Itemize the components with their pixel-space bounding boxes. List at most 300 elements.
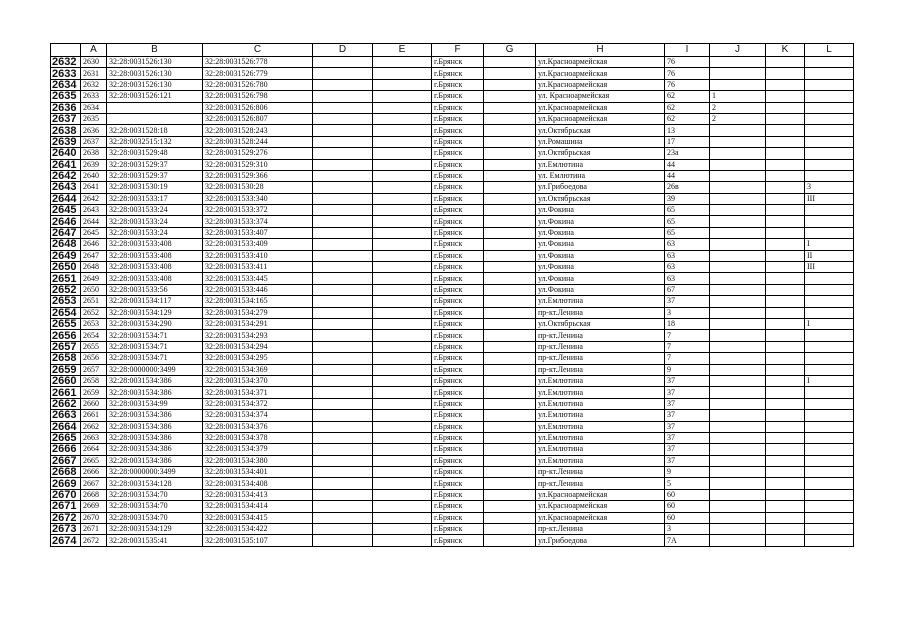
cell-h[interactable]: ул.Емлютина <box>536 444 665 455</box>
cell-f[interactable]: г.Брянск <box>432 364 484 375</box>
cell-b[interactable]: 32:28:0031530:19 <box>107 182 203 193</box>
cell-k[interactable] <box>766 410 805 421</box>
cell-l[interactable]: I <box>805 375 854 386</box>
cell-f[interactable]: г.Брянск <box>432 353 484 364</box>
cell-f[interactable]: г.Брянск <box>432 250 484 261</box>
cell-b[interactable]: 32:28:0031534:71 <box>107 341 203 352</box>
cell-b[interactable]: 32:28:0031534:386 <box>107 455 203 466</box>
cell-i[interactable]: 37 <box>665 410 710 421</box>
cell-c[interactable]: 32:28:0031533:407 <box>203 227 313 238</box>
cell-a[interactable]: 2639 <box>81 159 107 170</box>
cell-c[interactable]: 32:28:0031526:798 <box>203 91 313 102</box>
cell-h[interactable]: ул.Красноармейская <box>536 501 665 512</box>
cell-a[interactable]: 2630 <box>81 57 107 68</box>
cell-f[interactable]: г.Брянск <box>432 524 484 535</box>
cell-b[interactable]: 32:28:0031534:129 <box>107 307 203 318</box>
cell-h[interactable]: ул.Емлютина <box>536 387 665 398</box>
row-number-cell[interactable]: 2659 <box>51 364 81 375</box>
cell-d[interactable] <box>313 467 373 478</box>
cell-h[interactable]: ул.Фокина <box>536 205 665 216</box>
row-number-cell[interactable]: 2674 <box>51 535 81 546</box>
cell-i[interactable]: 65 <box>665 205 710 216</box>
cell-k[interactable] <box>766 296 805 307</box>
cell-b[interactable]: 32:28:0031533:408 <box>107 250 203 261</box>
cell-b[interactable]: 32:28:0031526:121 <box>107 91 203 102</box>
cell-d[interactable] <box>313 170 373 181</box>
cell-j[interactable] <box>710 262 766 273</box>
cell-l[interactable] <box>805 398 854 409</box>
cell-i[interactable]: 26в <box>665 182 710 193</box>
cell-d[interactable] <box>313 398 373 409</box>
row-number-cell[interactable]: 2637 <box>51 113 81 124</box>
cell-d[interactable] <box>313 478 373 489</box>
column-header-j[interactable]: J <box>710 44 766 57</box>
cell-h[interactable]: ул.Емлютина <box>536 375 665 386</box>
column-header-g[interactable]: G <box>484 44 536 57</box>
cell-d[interactable] <box>313 307 373 318</box>
cell-i[interactable]: 17 <box>665 136 710 147</box>
cell-i[interactable]: 62 <box>665 91 710 102</box>
cell-g[interactable] <box>484 262 536 273</box>
cell-f[interactable]: г.Брянск <box>432 68 484 79</box>
cell-f[interactable]: г.Брянск <box>432 307 484 318</box>
cell-e[interactable] <box>373 250 432 261</box>
cell-b[interactable]: 32:28:0031526:130 <box>107 57 203 68</box>
cell-i[interactable]: 62 <box>665 113 710 124</box>
cell-k[interactable] <box>766 284 805 295</box>
cell-g[interactable] <box>484 57 536 68</box>
cell-d[interactable] <box>313 421 373 432</box>
cell-h[interactable]: ул.Фокина <box>536 284 665 295</box>
cell-e[interactable] <box>373 375 432 386</box>
cell-j[interactable] <box>710 501 766 512</box>
cell-h[interactable]: пр-кт.Ленина <box>536 341 665 352</box>
cell-g[interactable] <box>484 410 536 421</box>
cell-a[interactable]: 2663 <box>81 432 107 443</box>
cell-a[interactable]: 2652 <box>81 307 107 318</box>
cell-e[interactable] <box>373 91 432 102</box>
cell-i[interactable]: 63 <box>665 239 710 250</box>
cell-c[interactable]: 32:28:0031533:374 <box>203 216 313 227</box>
cell-a[interactable]: 2667 <box>81 478 107 489</box>
cell-l[interactable]: 3 <box>805 182 854 193</box>
cell-g[interactable] <box>484 375 536 386</box>
cell-d[interactable] <box>313 284 373 295</box>
cell-b[interactable]: 32:28:0031533:24 <box>107 227 203 238</box>
cell-b[interactable]: 32:28:0031529:48 <box>107 148 203 159</box>
column-header-h[interactable]: H <box>536 44 665 57</box>
column-header-i[interactable]: I <box>665 44 710 57</box>
cell-c[interactable]: 32:28:0031533:409 <box>203 239 313 250</box>
cell-g[interactable] <box>484 398 536 409</box>
cell-d[interactable] <box>313 79 373 90</box>
cell-c[interactable]: 32:28:0031526:806 <box>203 102 313 113</box>
cell-f[interactable]: г.Брянск <box>432 159 484 170</box>
cell-b[interactable]: 32:28:0031534:129 <box>107 524 203 535</box>
column-header-row-number[interactable] <box>51 44 81 57</box>
cell-g[interactable] <box>484 159 536 170</box>
cell-g[interactable] <box>484 387 536 398</box>
cell-j[interactable] <box>710 387 766 398</box>
cell-c[interactable]: 32:28:0031526:780 <box>203 79 313 90</box>
cell-i[interactable]: 7 <box>665 341 710 352</box>
cell-c[interactable]: 32:28:0031534:379 <box>203 444 313 455</box>
cell-b[interactable]: 32:28:0031534:386 <box>107 387 203 398</box>
cell-a[interactable]: 2650 <box>81 284 107 295</box>
cell-j[interactable] <box>710 205 766 216</box>
cell-g[interactable] <box>484 341 536 352</box>
cell-a[interactable]: 2672 <box>81 535 107 546</box>
cell-d[interactable] <box>313 216 373 227</box>
cell-g[interactable] <box>484 512 536 523</box>
cell-b[interactable]: 32:28:0031534:386 <box>107 375 203 386</box>
cell-j[interactable] <box>710 79 766 90</box>
cell-b[interactable]: 32:28:0031534:70 <box>107 501 203 512</box>
cell-c[interactable]: 32:28:0031534:370 <box>203 375 313 386</box>
cell-k[interactable] <box>766 353 805 364</box>
cell-g[interactable] <box>484 91 536 102</box>
cell-i[interactable]: 65 <box>665 227 710 238</box>
cell-a[interactable]: 2640 <box>81 170 107 181</box>
cell-d[interactable] <box>313 250 373 261</box>
cell-l[interactable] <box>805 79 854 90</box>
cell-e[interactable] <box>373 68 432 79</box>
cell-b[interactable]: 32:28:0031534:290 <box>107 318 203 329</box>
cell-e[interactable] <box>373 398 432 409</box>
cell-e[interactable] <box>373 227 432 238</box>
cell-b[interactable]: 32:28:0031526:130 <box>107 68 203 79</box>
row-number-cell[interactable]: 2668 <box>51 467 81 478</box>
column-header-c[interactable]: C <box>203 44 313 57</box>
cell-e[interactable] <box>373 421 432 432</box>
cell-g[interactable] <box>484 182 536 193</box>
cell-d[interactable] <box>313 535 373 546</box>
cell-h[interactable]: ул.Красноармейская <box>536 102 665 113</box>
cell-h[interactable]: пр-кт.Ленина <box>536 364 665 375</box>
cell-j[interactable] <box>710 410 766 421</box>
cell-f[interactable]: г.Брянск <box>432 478 484 489</box>
row-number-cell[interactable]: 2667 <box>51 455 81 466</box>
cell-f[interactable]: г.Брянск <box>432 79 484 90</box>
cell-b[interactable]: 32:28:0031533:24 <box>107 205 203 216</box>
cell-c[interactable]: 32:28:0031534:369 <box>203 364 313 375</box>
cell-j[interactable] <box>710 307 766 318</box>
cell-d[interactable] <box>313 136 373 147</box>
column-header-k[interactable]: K <box>766 44 805 57</box>
cell-j[interactable]: 2 <box>710 102 766 113</box>
cell-e[interactable] <box>373 501 432 512</box>
row-number-cell[interactable]: 2650 <box>51 262 81 273</box>
cell-i[interactable]: 7 <box>665 353 710 364</box>
cell-l[interactable] <box>805 102 854 113</box>
cell-k[interactable] <box>766 455 805 466</box>
row-number-cell[interactable]: 2663 <box>51 410 81 421</box>
cell-i[interactable]: 67 <box>665 284 710 295</box>
row-number-cell[interactable]: 2649 <box>51 250 81 261</box>
cell-d[interactable] <box>313 182 373 193</box>
cell-f[interactable]: г.Брянск <box>432 57 484 68</box>
cell-e[interactable] <box>373 524 432 535</box>
cell-a[interactable]: 2642 <box>81 193 107 204</box>
cell-l[interactable]: I <box>805 318 854 329</box>
cell-j[interactable] <box>710 250 766 261</box>
cell-i[interactable]: 37 <box>665 296 710 307</box>
cell-a[interactable]: 2643 <box>81 205 107 216</box>
cell-h[interactable]: пр-кт.Ленина <box>536 307 665 318</box>
row-number-cell[interactable]: 2655 <box>51 318 81 329</box>
cell-j[interactable] <box>710 478 766 489</box>
cell-c[interactable]: 32:28:0031534:279 <box>203 307 313 318</box>
cell-k[interactable] <box>766 273 805 284</box>
cell-d[interactable] <box>313 57 373 68</box>
cell-c[interactable]: 32:28:0031534:294 <box>203 341 313 352</box>
cell-e[interactable] <box>373 512 432 523</box>
cell-j[interactable] <box>710 455 766 466</box>
cell-g[interactable] <box>484 455 536 466</box>
cell-k[interactable] <box>766 113 805 124</box>
cell-c[interactable]: 32:28:0031534:378 <box>203 432 313 443</box>
row-number-cell[interactable]: 2673 <box>51 524 81 535</box>
cell-h[interactable]: ул.Красноармейская <box>536 512 665 523</box>
cell-l[interactable] <box>805 387 854 398</box>
column-header-f[interactable]: F <box>432 44 484 57</box>
cell-e[interactable] <box>373 102 432 113</box>
row-number-cell[interactable]: 2635 <box>51 91 81 102</box>
cell-k[interactable] <box>766 478 805 489</box>
column-header-a[interactable]: A <box>81 44 107 57</box>
cell-i[interactable]: 63 <box>665 273 710 284</box>
cell-k[interactable] <box>766 318 805 329</box>
row-number-cell[interactable]: 2640 <box>51 148 81 159</box>
cell-i[interactable]: 13 <box>665 125 710 136</box>
cell-j[interactable] <box>710 375 766 386</box>
cell-j[interactable] <box>710 535 766 546</box>
cell-c[interactable]: 32:28:0031534:422 <box>203 524 313 535</box>
cell-a[interactable]: 2648 <box>81 262 107 273</box>
cell-l[interactable] <box>805 410 854 421</box>
cell-f[interactable]: г.Брянск <box>432 501 484 512</box>
cell-e[interactable] <box>373 170 432 181</box>
cell-i[interactable]: 37 <box>665 444 710 455</box>
cell-l[interactable] <box>805 512 854 523</box>
cell-i[interactable]: 3 <box>665 307 710 318</box>
cell-c[interactable]: 32:28:0031526:779 <box>203 68 313 79</box>
cell-i[interactable]: 37 <box>665 421 710 432</box>
cell-g[interactable] <box>484 113 536 124</box>
cell-k[interactable] <box>766 341 805 352</box>
cell-d[interactable] <box>313 444 373 455</box>
cell-d[interactable] <box>313 364 373 375</box>
cell-k[interactable] <box>766 227 805 238</box>
cell-d[interactable] <box>313 501 373 512</box>
row-number-cell[interactable]: 2643 <box>51 182 81 193</box>
cell-k[interactable] <box>766 535 805 546</box>
cell-a[interactable]: 2662 <box>81 421 107 432</box>
cell-g[interactable] <box>484 489 536 500</box>
cell-d[interactable] <box>313 113 373 124</box>
cell-e[interactable] <box>373 205 432 216</box>
cell-h[interactable]: ул.Красноармейская <box>536 68 665 79</box>
cell-j[interactable] <box>710 68 766 79</box>
cell-j[interactable] <box>710 193 766 204</box>
cell-j[interactable] <box>710 159 766 170</box>
cell-e[interactable] <box>373 535 432 546</box>
cell-b[interactable]: 32:28:0031526:130 <box>107 79 203 90</box>
cell-h[interactable]: ул.Ромашина <box>536 136 665 147</box>
cell-c[interactable]: 32:28:0031535:107 <box>203 535 313 546</box>
cell-c[interactable]: 32:28:0031534:372 <box>203 398 313 409</box>
cell-k[interactable] <box>766 489 805 500</box>
cell-g[interactable] <box>484 296 536 307</box>
cell-l[interactable] <box>805 307 854 318</box>
cell-h[interactable]: ул.Октябрьская <box>536 148 665 159</box>
cell-g[interactable] <box>484 524 536 535</box>
row-number-cell[interactable]: 2666 <box>51 444 81 455</box>
cell-i[interactable]: 18 <box>665 318 710 329</box>
cell-c[interactable]: 32:28:0031534:415 <box>203 512 313 523</box>
cell-k[interactable] <box>766 125 805 136</box>
cell-b[interactable]: 32:28:0031533:408 <box>107 262 203 273</box>
cell-k[interactable] <box>766 159 805 170</box>
cell-f[interactable]: г.Брянск <box>432 387 484 398</box>
cell-e[interactable] <box>373 193 432 204</box>
cell-d[interactable] <box>313 239 373 250</box>
cell-k[interactable] <box>766 193 805 204</box>
cell-k[interactable] <box>766 91 805 102</box>
cell-e[interactable] <box>373 296 432 307</box>
cell-f[interactable]: г.Брянск <box>432 239 484 250</box>
cell-b[interactable]: 32:28:0031533:24 <box>107 216 203 227</box>
row-number-cell[interactable]: 2671 <box>51 501 81 512</box>
cell-i[interactable]: 63 <box>665 250 710 261</box>
cell-a[interactable]: 2666 <box>81 467 107 478</box>
cell-c[interactable]: 32:28:0031534:165 <box>203 296 313 307</box>
cell-a[interactable]: 2653 <box>81 318 107 329</box>
cell-i[interactable]: 60 <box>665 501 710 512</box>
cell-i[interactable]: 60 <box>665 489 710 500</box>
cell-d[interactable] <box>313 410 373 421</box>
cell-h[interactable]: пр-кт.Ленина <box>536 478 665 489</box>
cell-k[interactable] <box>766 182 805 193</box>
cell-l[interactable] <box>805 421 854 432</box>
cell-b[interactable]: 32:28:0032515:132 <box>107 136 203 147</box>
row-number-cell[interactable]: 2665 <box>51 432 81 443</box>
cell-a[interactable]: 2657 <box>81 364 107 375</box>
cell-a[interactable]: 2646 <box>81 239 107 250</box>
cell-k[interactable] <box>766 79 805 90</box>
cell-e[interactable] <box>373 182 432 193</box>
cell-a[interactable]: 2664 <box>81 444 107 455</box>
cell-f[interactable]: г.Брянск <box>432 432 484 443</box>
cell-c[interactable]: 32:28:0031530:28 <box>203 182 313 193</box>
cell-c[interactable]: 32:28:0031529:310 <box>203 159 313 170</box>
cell-d[interactable] <box>313 159 373 170</box>
cell-b[interactable]: 32:28:0031529:37 <box>107 170 203 181</box>
cell-k[interactable] <box>766 102 805 113</box>
cell-d[interactable] <box>313 148 373 159</box>
cell-i[interactable]: 39 <box>665 193 710 204</box>
cell-l[interactable] <box>805 170 854 181</box>
cell-a[interactable]: 2661 <box>81 410 107 421</box>
cell-j[interactable] <box>710 182 766 193</box>
cell-k[interactable] <box>766 421 805 432</box>
cell-j[interactable] <box>710 512 766 523</box>
cell-l[interactable] <box>805 68 854 79</box>
cell-a[interactable]: 2654 <box>81 330 107 341</box>
cell-f[interactable]: г.Брянск <box>432 216 484 227</box>
cell-h[interactable]: ул.Красноармейская <box>536 57 665 68</box>
cell-c[interactable]: 32:28:0031534:291 <box>203 318 313 329</box>
cell-j[interactable] <box>710 398 766 409</box>
cell-k[interactable] <box>766 364 805 375</box>
cell-b[interactable]: 32:28:0031528:18 <box>107 125 203 136</box>
cell-h[interactable]: ул.Фокина <box>536 262 665 273</box>
cell-h[interactable]: ул.Емлютина <box>536 296 665 307</box>
cell-k[interactable] <box>766 148 805 159</box>
cell-f[interactable]: г.Брянск <box>432 318 484 329</box>
cell-i[interactable]: 60 <box>665 512 710 523</box>
cell-a[interactable]: 2641 <box>81 182 107 193</box>
cell-a[interactable]: 2647 <box>81 250 107 261</box>
cell-d[interactable] <box>313 91 373 102</box>
cell-d[interactable] <box>313 296 373 307</box>
cell-l[interactable] <box>805 125 854 136</box>
cell-b[interactable]: 32:28:0031534:386 <box>107 421 203 432</box>
cell-k[interactable] <box>766 467 805 478</box>
cell-c[interactable]: 32:28:0031533:411 <box>203 262 313 273</box>
cell-e[interactable] <box>373 410 432 421</box>
cell-i[interactable]: 9 <box>665 467 710 478</box>
cell-l[interactable] <box>805 444 854 455</box>
cell-k[interactable] <box>766 512 805 523</box>
cell-b[interactable]: 32:28:0031534:386 <box>107 444 203 455</box>
cell-f[interactable]: г.Брянск <box>432 535 484 546</box>
row-number-cell[interactable]: 2638 <box>51 125 81 136</box>
cell-f[interactable]: г.Брянск <box>432 136 484 147</box>
cell-j[interactable] <box>710 467 766 478</box>
cell-k[interactable] <box>766 250 805 261</box>
row-number-cell[interactable]: 2646 <box>51 216 81 227</box>
cell-j[interactable] <box>710 273 766 284</box>
cell-c[interactable]: 32:28:0031528:243 <box>203 125 313 136</box>
cell-d[interactable] <box>313 273 373 284</box>
cell-j[interactable] <box>710 421 766 432</box>
cell-g[interactable] <box>484 68 536 79</box>
cell-g[interactable] <box>484 227 536 238</box>
cell-l[interactable] <box>805 136 854 147</box>
cell-f[interactable]: г.Брянск <box>432 512 484 523</box>
cell-j[interactable] <box>710 148 766 159</box>
row-number-cell[interactable]: 2654 <box>51 307 81 318</box>
cell-l[interactable] <box>805 478 854 489</box>
cell-d[interactable] <box>313 489 373 500</box>
cell-h[interactable]: ул.Октябрьская <box>536 193 665 204</box>
cell-c[interactable]: 32:28:0031534:413 <box>203 489 313 500</box>
cell-i[interactable]: 37 <box>665 455 710 466</box>
cell-d[interactable] <box>313 524 373 535</box>
cell-l[interactable] <box>805 341 854 352</box>
cell-a[interactable]: 2660 <box>81 398 107 409</box>
cell-g[interactable] <box>484 216 536 227</box>
cell-e[interactable] <box>373 307 432 318</box>
cell-l[interactable] <box>805 489 854 500</box>
cell-c[interactable]: 32:28:0031534:293 <box>203 330 313 341</box>
cell-a[interactable]: 2651 <box>81 296 107 307</box>
cell-l[interactable] <box>805 273 854 284</box>
cell-a[interactable]: 2636 <box>81 125 107 136</box>
cell-g[interactable] <box>484 501 536 512</box>
cell-l[interactable]: II <box>805 250 854 261</box>
